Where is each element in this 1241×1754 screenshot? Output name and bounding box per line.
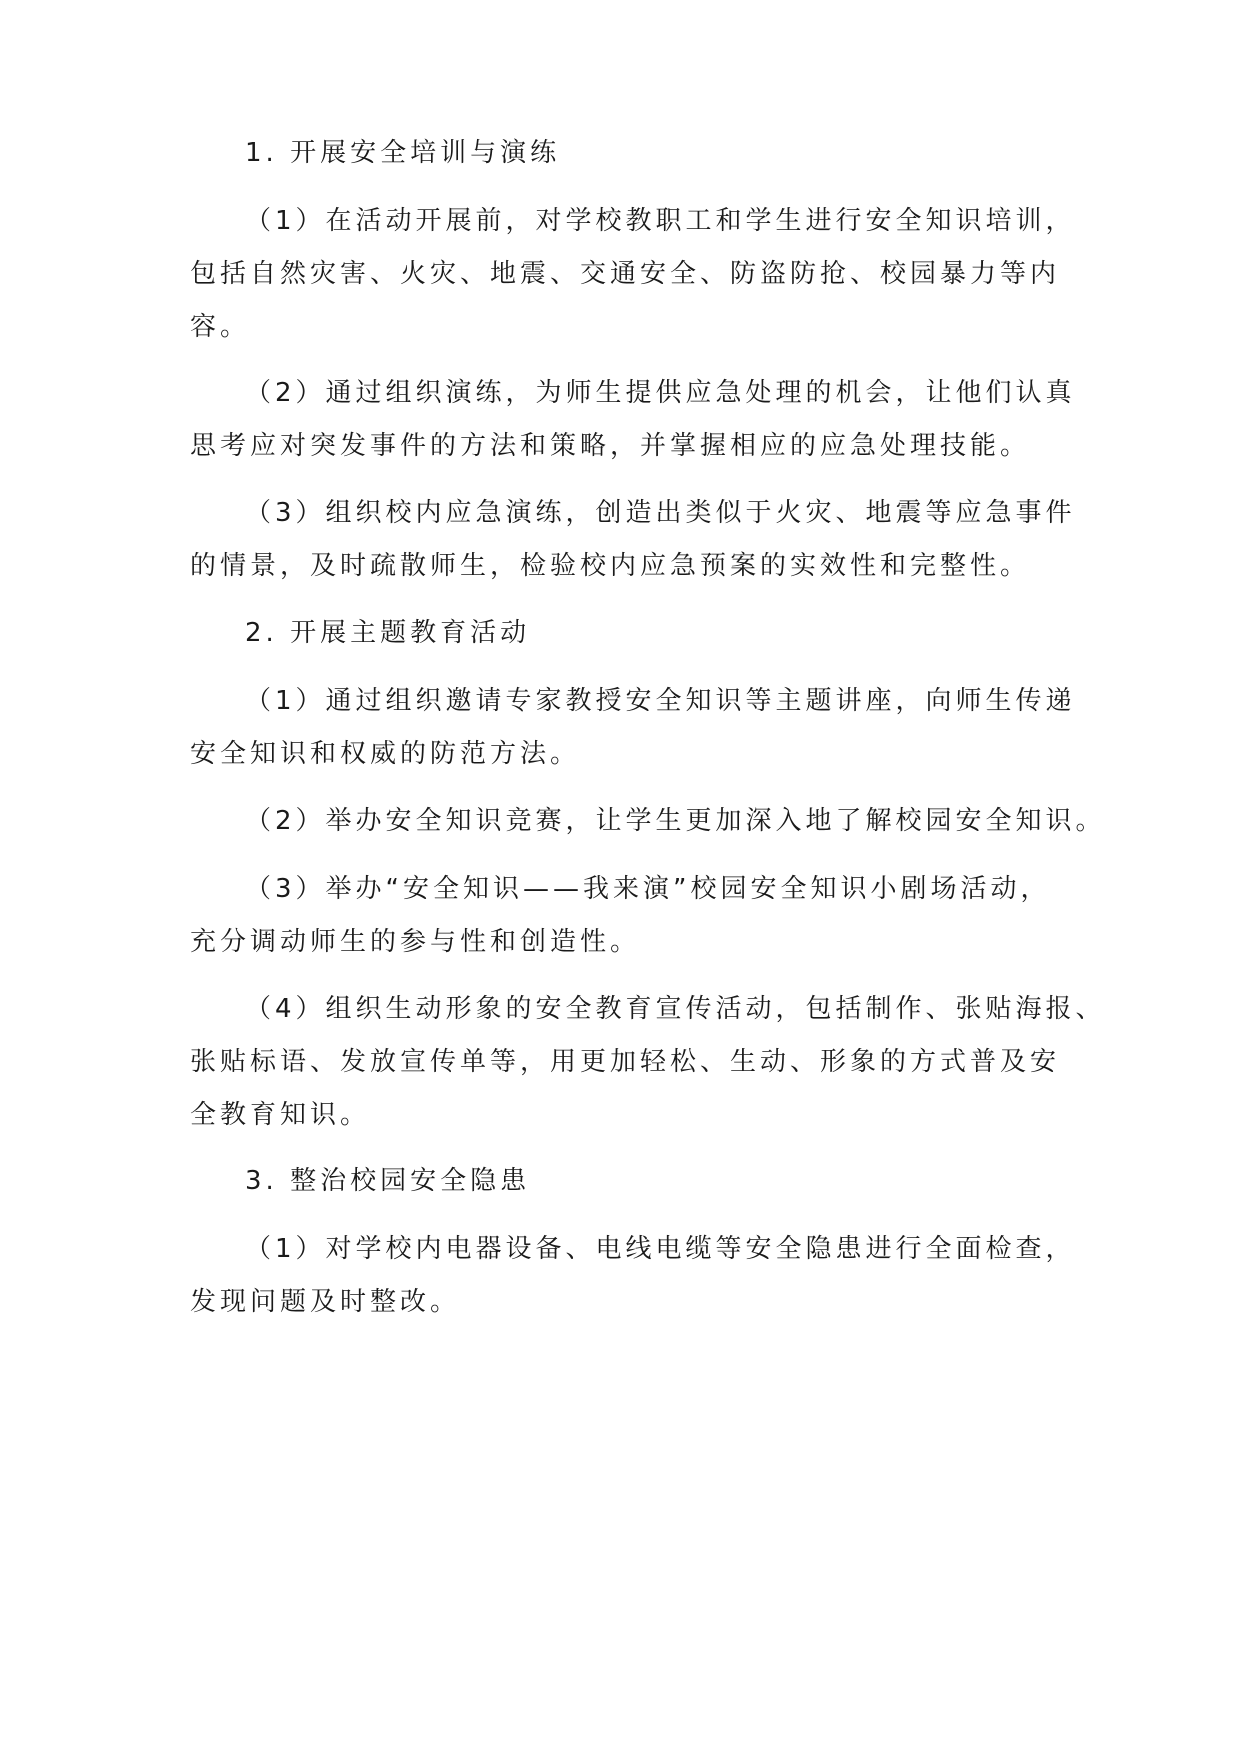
section-heading-3: 3. 整治校园安全隐患 [245, 1166, 531, 1196]
paragraph-line: （1）在活动开展前，对学校教职工和学生进行安全知识培训， [245, 206, 1076, 236]
paragraph-line: （3）举办“安全知识——我来演”校园安全知识小剧场活动， [245, 874, 1051, 904]
section-heading-2: 2. 开展主题教育活动 [245, 618, 531, 648]
paragraph-line: 安全知识和权威的防范方法。 [190, 739, 581, 769]
paragraph-line: 张贴标语、发放宣传单等，用更加轻松、生动、形象的方式普及安 [190, 1047, 1061, 1077]
paragraph-line: （1）通过组织邀请专家教授安全知识等主题讲座，向师生传递 [245, 686, 1076, 716]
paragraph-line: （2）通过组织演练，为师生提供应急处理的机会，让他们认真 [245, 378, 1076, 408]
paragraph-line: （2）举办安全知识竞赛，让学生更加深入地了解校园安全知识。 [245, 806, 1106, 836]
paragraph-line: 思考应对突发事件的方法和策略，并掌握相应的应急处理技能。 [190, 431, 1031, 461]
paragraph-line: 容。 [190, 312, 251, 342]
paragraph-line: 包括自然灾害、火灾、地震、交通安全、防盗防抢、校园暴力等内 [190, 259, 1061, 289]
paragraph-line: （3）组织校内应急演练，创造出类似于火灾、地震等应急事件 [245, 498, 1076, 528]
paragraph-line: 发现问题及时整改。 [190, 1287, 461, 1317]
paragraph-line: （4）组织生动形象的安全教育宣传活动，包括制作、张贴海报、 [245, 994, 1106, 1024]
paragraph-line: （1）对学校内电器设备、电线电缆等安全隐患进行全面检查， [245, 1234, 1076, 1264]
section-heading-1: 1. 开展安全培训与演练 [245, 138, 561, 168]
paragraph-line: 充分调动师生的参与性和创造性。 [190, 927, 641, 957]
paragraph-line: 的情景，及时疏散师生，检验校内应急预案的实效性和完整性。 [190, 551, 1031, 581]
paragraph-line: 全教育知识。 [190, 1100, 371, 1130]
